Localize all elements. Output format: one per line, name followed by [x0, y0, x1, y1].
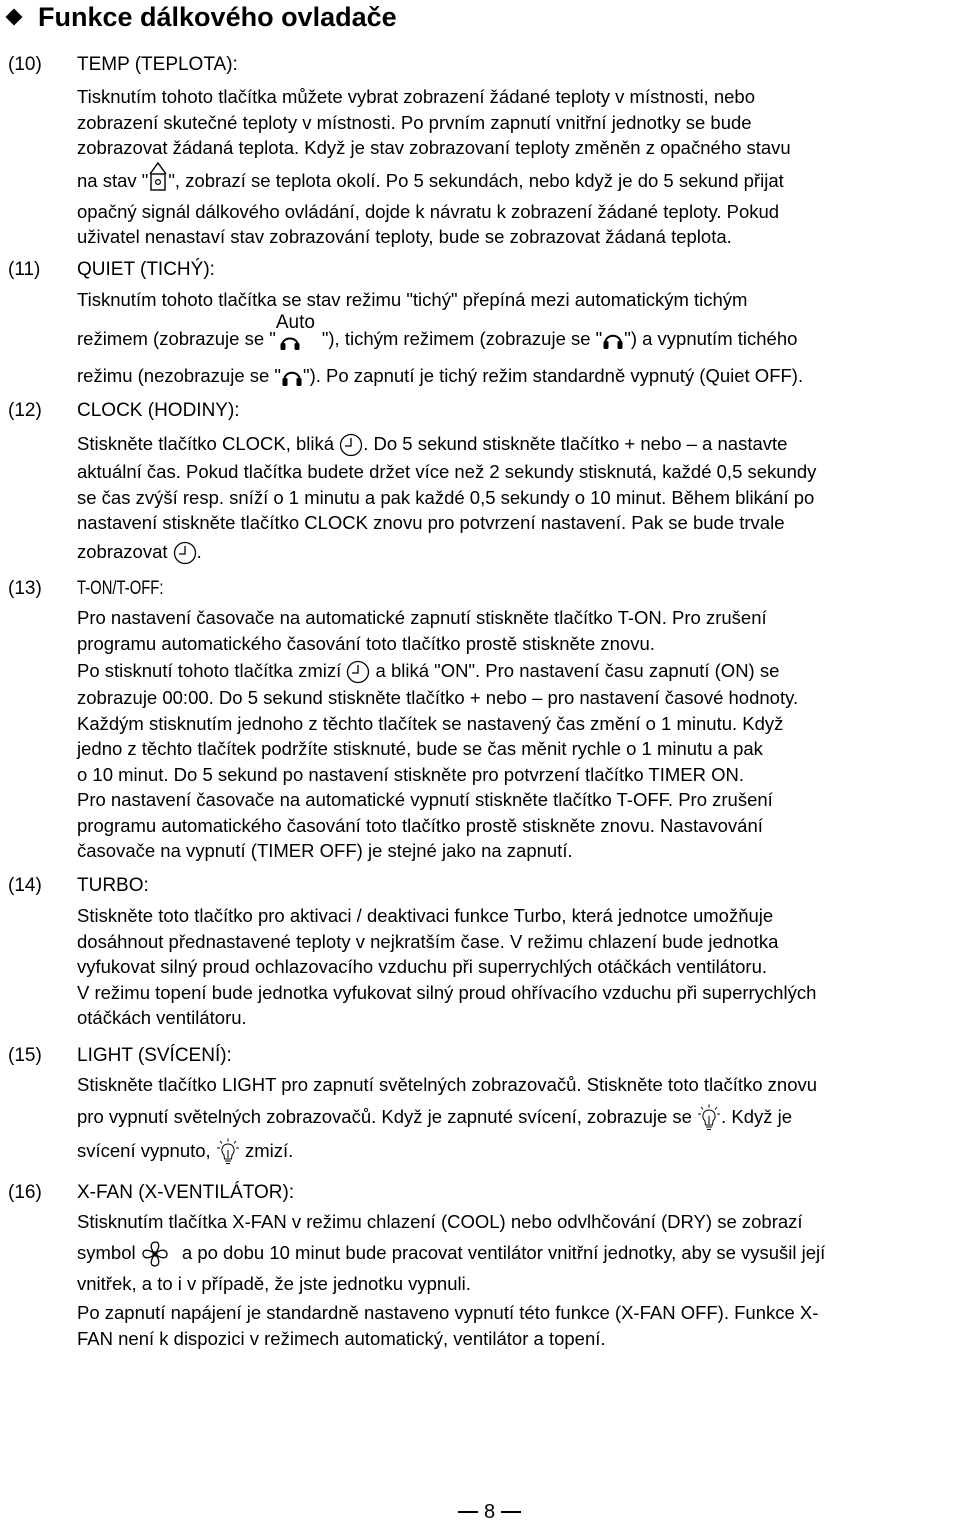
- section-title: QUIET (TICHÝ):: [77, 259, 215, 280]
- text-line: o 10 minut. Do 5 sekund po nastavení stiskněte pro potvrzení tlačítko TIMER ON.: [77, 763, 745, 785]
- light-bulb-icon: [697, 1104, 721, 1132]
- page-number-text: 8: [484, 1501, 496, 1523]
- text-line: aktuální čas. Pokud tlačítka budete držet více než 2 sekundy stisknutá, každé 0,5 sekundy: [77, 461, 817, 482]
- text-line: Stisknutím tlačítka X-FAN v režimu chlazení (COOL) nebo odvlhčování (DRY) se zobrazí: [77, 1211, 803, 1232]
- text-line: programu automatického časování toto tlačítko prostě stiskněte znovu.: [77, 632, 655, 654]
- light-bulb-icon: [216, 1138, 240, 1166]
- text-line: zobrazovat .: [77, 536, 957, 567]
- clock-icon: [173, 541, 197, 565]
- section-title: T-ON/T-OFF:: [77, 578, 164, 599]
- page-title: [6, 0, 397, 34]
- text-line: Po stisknutí tohoto tlačítka zmizí a bliká "ON". Pro nastavení času zapnutí (ON) se: [77, 656, 957, 685]
- text-line: zobrazovat žádaná teplota. Když je stav zobrazovaní teploty změněn z opačného stavu: [77, 137, 791, 158]
- clock-icon: [346, 660, 370, 684]
- section-number: (11): [8, 259, 41, 280]
- section-11-text: [77, 287, 957, 393]
- diamond-bullet-icon: [6, 9, 23, 26]
- section-title: TURBO:: [77, 875, 149, 896]
- xfan-icon: [141, 1240, 169, 1268]
- section-title: LIGHT (SVÍCENÍ):: [77, 1045, 232, 1066]
- section-number: (16): [8, 1182, 42, 1203]
- section-number: (10): [8, 54, 42, 75]
- quiet-icon: [281, 367, 303, 387]
- section-13-text: [77, 605, 957, 864]
- text-line: Tisknutím tohoto tlačítka můžete vybrat zobrazení žádané teploty v místnosti, nebo: [77, 86, 755, 107]
- section-number: (13): [8, 578, 42, 599]
- section-12-text: [77, 428, 957, 567]
- quiet-icon: [602, 330, 624, 350]
- text-line: vyfukovat silný proud ochlazovacího vzduchu při superrychlých otáčkách ventilátoru.: [77, 956, 767, 977]
- dash-right: [501, 1511, 521, 1513]
- text-line: programu automatického časování toto tlačítko prostě stiskněte znovu. Nastavování: [77, 814, 763, 836]
- text-line: režimem (zobrazuje se " Auto "), tichým režimem (zobrazuje se " ") a vypnutím tichého: [77, 313, 957, 359]
- text-line: pro vypnutí světelných zobrazovačů. Když je zapnuté svícení, zobrazuje se . Když je: [77, 1098, 957, 1135]
- section-number: (14): [8, 875, 42, 896]
- section-title: CLOCK (HODINY):: [77, 400, 240, 421]
- house-sensor-icon: [148, 161, 168, 191]
- clock-icon: [339, 433, 363, 457]
- section-title: TEMP (TEPLOTA):: [77, 54, 238, 75]
- text-line: FAN není k dispozici v režimech automatický, ventilátor a topení.: [77, 1327, 606, 1349]
- text-line: Pro nastavení časovače na automatické zapnutí stiskněte tlačítko T-ON. Pro zrušení: [77, 607, 767, 628]
- text-line: V režimu topení bude jednotka vyfukovat silný proud ohřívacího vzduchu při superrychlých: [77, 981, 817, 1003]
- section-title: X-FAN (X-VENTILÁTOR):: [77, 1182, 295, 1203]
- page-title-text: Funkce dálkového ovladače: [38, 2, 397, 32]
- text-line: uživatel nenastaví stav zobrazování teploty, bude se zobrazovat žádaná teplota.: [77, 226, 732, 247]
- text-line: Každým stisknutím jednoho z těchto tlačítek se nastavený čas změní o 1 minutu. Když: [77, 712, 784, 734]
- text-line: zobrazení skutečné teploty v místnosti. Po prvním zapnutí vnitřní jednotky se bude: [77, 111, 752, 133]
- text-line: nastavení stiskněte tlačítko CLOCK znovu pro potvrzení nastavení. Pak se bude trvale: [77, 512, 785, 533]
- text-line: vnitřek, a to i v případě, že jste jednotku vypnuli.: [77, 1272, 471, 1294]
- page-number: [452, 1500, 527, 1524]
- text-line: Tisknutím tohoto tlačítka se stav režimu "tichý" přepíná mezi automatickým tichým: [77, 289, 748, 310]
- text-line: na stav " ", zobrazí se teplota okolí. Po 5 sekundách, nebo když je do 5 sekund přijat: [77, 161, 957, 199]
- text-line: Pro nastavení časovače na automatické vypnutí stiskněte tlačítko T-OFF. Pro zrušení: [77, 789, 773, 810]
- dash-left: [458, 1511, 478, 1513]
- text-line: otáčkách ventilátoru.: [77, 1007, 247, 1028]
- section-number: (12): [8, 400, 42, 421]
- text-line: zobrazuje 00:00. Do 5 sekund stiskněte tlačítko + nebo – pro nastavení časové hodnoty.: [77, 687, 799, 708]
- text-line: časovače na vypnutí (TIMER OFF) je stejné jako na zapnutí.: [77, 840, 573, 861]
- auto-quiet-icon: Auto: [276, 317, 322, 353]
- text-line: Stiskněte tlačítko LIGHT pro zapnutí světelných zobrazovačů. Stiskněte toto tlačítko znovu: [77, 1074, 818, 1095]
- text-line: svícení vypnuto, zmizí.: [77, 1135, 957, 1167]
- section-14-text: [77, 903, 957, 1031]
- text-line: Po zapnutí napájení je standardně nastaveno vypnutí této funkce (X-FAN OFF). Funkce X-: [77, 1302, 819, 1323]
- section-16-text: [77, 1209, 957, 1351]
- text-line: jedno z těchto tlačítek podržíte stisknuté, bude se čas měnit rychle o 1 minutu a pak: [77, 738, 763, 759]
- text-line: Stiskněte tlačítko CLOCK, bliká . Do 5 sekund stiskněte tlačítko + nebo – a nastavte: [77, 428, 957, 459]
- section-15-text: [77, 1072, 957, 1167]
- section-number: (15): [8, 1045, 42, 1066]
- text-line: se čas zvýší resp. sníží o 1 minutu a pak každé 0,5 sekundy o 10 minut. Během blikání po: [77, 486, 815, 508]
- text-line: Stiskněte toto tlačítko pro aktivaci / deaktivaci funkce Turbo, která jednotce umožňuje: [77, 905, 774, 926]
- section-10-text: [77, 84, 957, 250]
- text-line: režimu (nezobrazuje se " "). Po zapnutí je tichý režim standardně vypnutý (Quiet OFF).: [77, 365, 804, 386]
- text-line: dosáhnout přednastavené teploty v nejkratším čase. V režimu chlazení bude jednotka: [77, 930, 779, 952]
- text-line: opačný signál dálkového ovládání, dojde k návratu k zobrazení žádané teploty. Pokud: [77, 200, 780, 222]
- text-line: symbol a po dobu 10 minut bude pracovat ventilátor vnitřní jednotky, aby se vysušil její: [77, 1235, 957, 1271]
